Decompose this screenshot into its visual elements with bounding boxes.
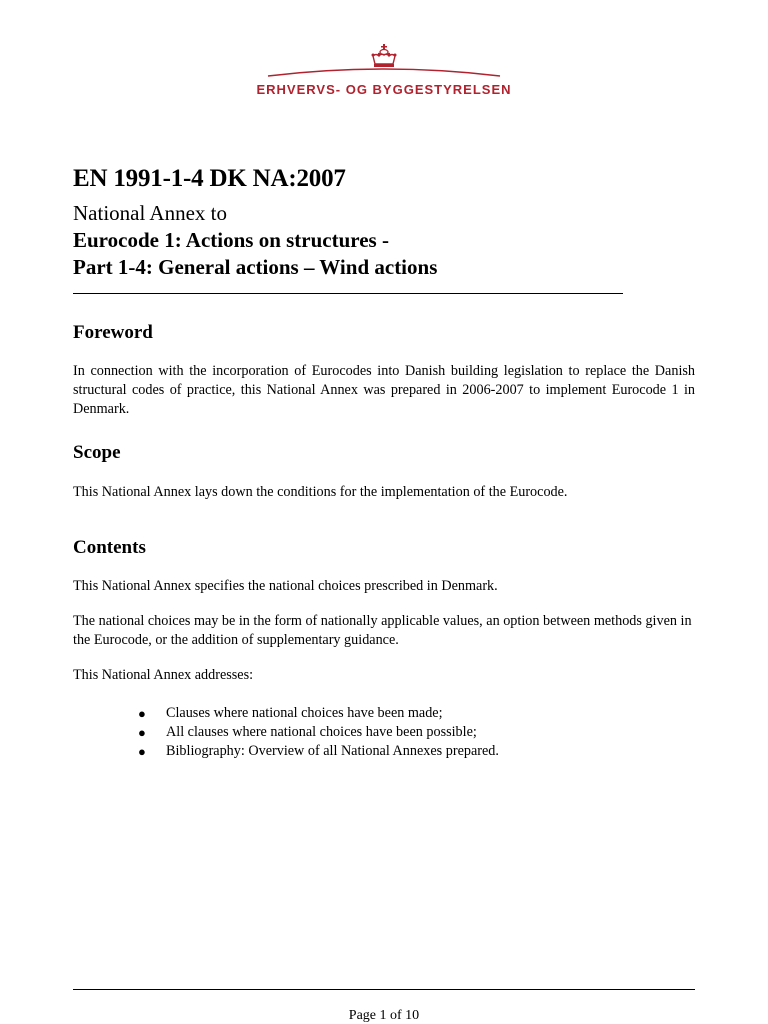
document-title: EN 1991-1-4 DK NA:2007 — [73, 165, 346, 192]
agency-name: ERHVERVS- OG BYGGESTYRELSEN — [256, 82, 512, 97]
document-subtitle-line3: Part 1-4: General actions – Wind actions — [73, 255, 438, 279]
document-subtitle-line2: Eurocode 1: Actions on structures - — [73, 228, 389, 252]
document-subtitle-line1: National Annex to — [73, 201, 227, 225]
title-divider — [73, 293, 623, 294]
crown-icon — [0, 42, 768, 82]
contents-paragraph-1: This National Annex specifies the national choices prescribed in Denmark. — [73, 578, 498, 594]
list-item-text: Clauses where national choices have been made; — [166, 705, 443, 721]
contents-paragraph-2: The national choices may be in the form of nationally applicable values, an option between methods given in the Eurocode, or the addition of supplementary guidance. — [73, 613, 692, 648]
bullet-icon: ● — [138, 744, 146, 759]
list-item — [138, 723, 499, 742]
foreword-text: In connection with the incorporation of Eurocodes into Danish building legislation to replace the Danish structural codes of practice, this National Annex was prepared in 2006-2007 to implement Eurocode 1 in Denmark. — [73, 363, 695, 417]
page-number: Page 1 of 10 — [348, 1008, 420, 1023]
list-item-text: Bibliography: Overview of all National Annexes prepared. — [166, 743, 499, 759]
list-item-text: All clauses where national choices have been possible; — [166, 724, 477, 740]
list-item — [138, 742, 499, 761]
scope-heading: Scope — [73, 442, 121, 463]
bullet-icon: ● — [138, 706, 146, 721]
list-item — [138, 704, 499, 723]
contents-paragraph-3: This National Annex addresses: — [73, 667, 254, 683]
foreword-heading: Foreword — [73, 322, 153, 343]
bullet-icon: ● — [138, 725, 146, 740]
scope-text: This National Annex lays down the conditions for the implementation of the Eurocode. — [73, 484, 568, 500]
contents-list — [138, 704, 499, 761]
contents-heading: Contents — [73, 537, 146, 558]
footer-divider — [73, 989, 695, 990]
